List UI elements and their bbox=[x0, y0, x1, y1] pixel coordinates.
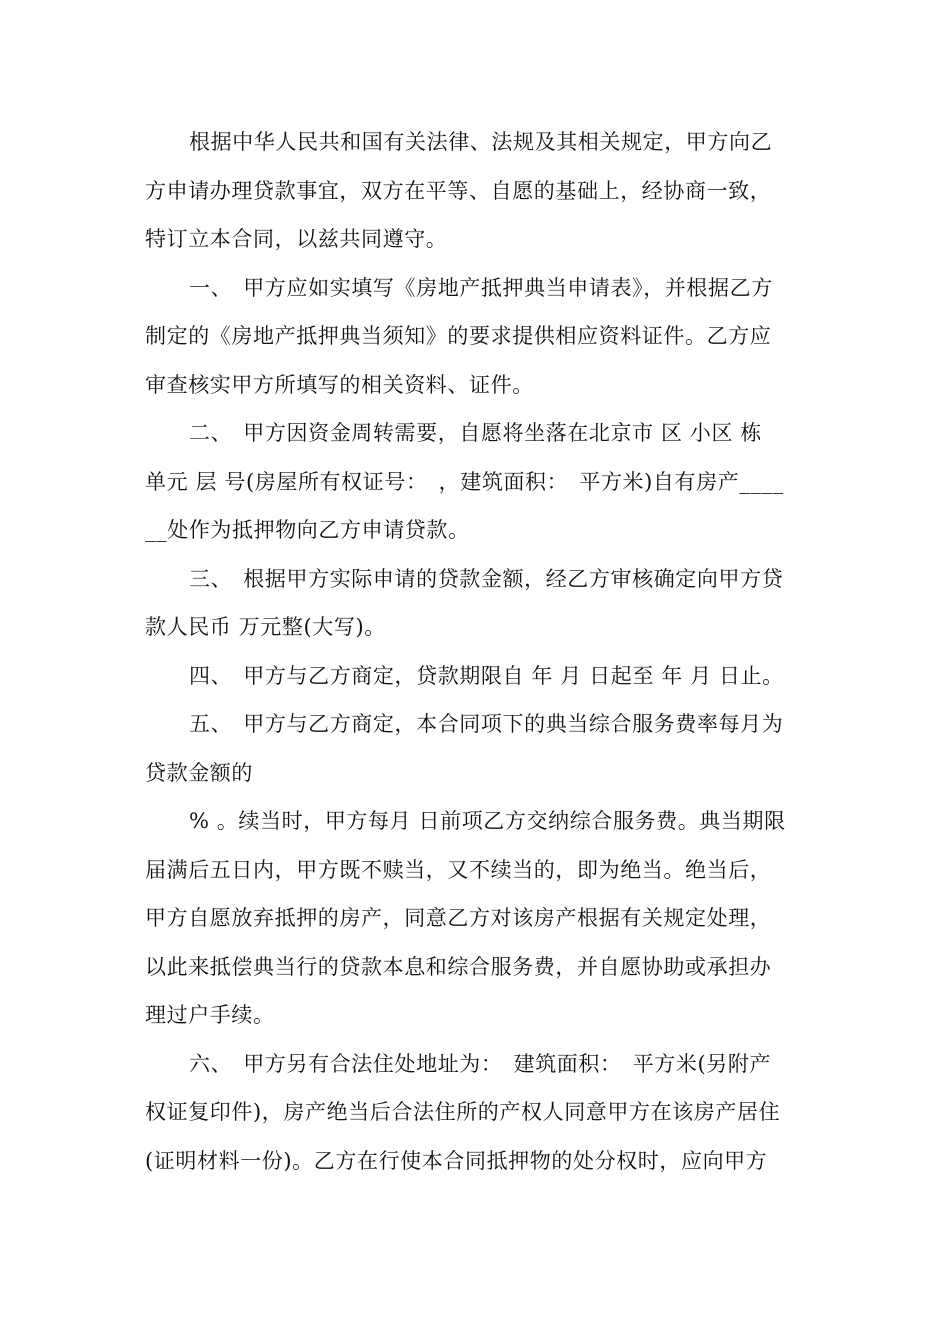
text-line: 贷款金额的 bbox=[145, 760, 253, 785]
text-line: 审查核实甲方所填写的相关资料、证件。 bbox=[145, 372, 534, 397]
text-line: % 。续当时，甲方每月 日前项乙方交纳综合服务费。典当期限 bbox=[189, 809, 786, 833]
text-line: 特订立本合同，以兹共同遵守。 bbox=[145, 227, 448, 251]
contract-document bbox=[145, 118, 815, 1185]
text-line: 方申请办理贷款事宜，双方在平等、自愿的基础上，经协商一致， bbox=[145, 178, 772, 203]
text-line: 届满后五日内，甲方既不赎当，又不续当的，即为绝当。绝当后， bbox=[145, 857, 772, 882]
text-line: __处作为抵押物向乙方申请贷款。 bbox=[145, 518, 470, 542]
text-line: 根据中华人民共和国有关法律、法规及其相关规定，甲方向乙 bbox=[189, 130, 773, 154]
text-line: 以此来抵偿典当行的贷款本息和综合服务费，并自愿协助或承担办 bbox=[145, 954, 772, 979]
text-line: 款人民币 万元整(大写)。 bbox=[145, 615, 386, 639]
text-line: (证明材料一份)。乙方在行使本合同抵押物的处分权时，应向甲方 bbox=[145, 1148, 768, 1173]
text-line: 理过户手续。 bbox=[145, 1003, 275, 1027]
text-line: 单元 层 号(房屋所有权证号： ，建筑面积： 平方米)自有房产____ bbox=[145, 469, 784, 494]
text-line: 二、 甲方因资金周转需要，自愿将坐落在北京市 区 小区 栋 bbox=[189, 421, 762, 445]
text-line: 三、 根据甲方实际申请的贷款金额，经乙方审核确定向甲方贷 bbox=[189, 566, 784, 591]
text-line: 权证复印件)，房产绝当后合法住所的产权人同意甲方在该房产居住 bbox=[145, 1100, 781, 1124]
text-line: 四、 甲方与乙方商定，贷款期限自 年 月 日起至 年 月 日止。 bbox=[189, 663, 784, 688]
text-line: 制定的《房地产抵押典当须知》的要求提供相应资料证件。乙方应 bbox=[145, 324, 772, 348]
text-line: 一、 甲方应如实填写《房地产抵押典当申请表》，并根据乙方 bbox=[189, 275, 773, 300]
text-line: 甲方自愿放弃抵押的房产，同意乙方对该房产根据有关规定处理， bbox=[145, 906, 772, 930]
text-line: 六、 甲方另有合法住处地址为： 建筑面积： 平方米(另附产 bbox=[189, 1051, 772, 1076]
text-line: 五、 甲方与乙方商定，本合同项下的典当综合服务费率每月为 bbox=[189, 712, 784, 736]
